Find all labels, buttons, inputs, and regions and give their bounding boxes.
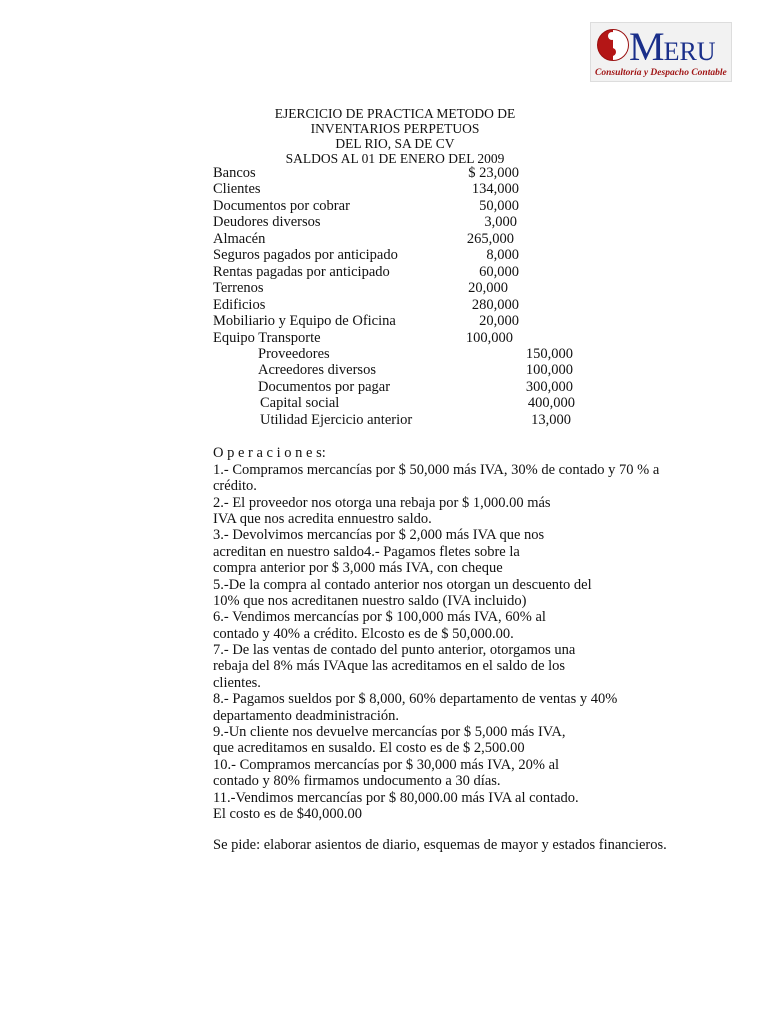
operation-line: 10.- Compramos mercancías por $ 30,000 más IVA, 20% al	[213, 757, 560, 773]
operation-line: 5.-De la compra al contado anterior nos otorgan un descuento del	[213, 577, 592, 593]
liability-amount: 100,000	[525, 362, 573, 378]
operation-line: compra anterior por $ 3,000 más IVA, con cheque	[213, 560, 503, 576]
balance-amount: 60,000	[479, 264, 519, 280]
operation-line: 8.- Pagamos sueldos por $ 8,000, 60% departamento de ventas y 40%	[213, 691, 618, 707]
liability-amount: 13,000	[531, 412, 571, 428]
balance-account: Deudores diversos	[213, 214, 321, 230]
title-line: INVENTARIOS PERPETUOS	[310, 121, 480, 136]
operation-line: IVA que nos acredita ennuestro saldo.	[213, 511, 432, 527]
liability-account: Documentos por pagar	[258, 379, 391, 395]
balance-account: Terrenos	[213, 280, 264, 296]
operation-line: 10% que nos acreditanen nuestro saldo (IVA incluido)	[213, 593, 527, 609]
title-line: EJERCICIO DE PRACTICA METODO DE	[274, 106, 516, 121]
document-title	[200, 106, 590, 166]
meru-logo	[590, 22, 732, 82]
operation-line: crédito.	[213, 478, 257, 494]
balance-amount: 280,000	[471, 297, 519, 313]
operation-line: 9.-Un cliente nos devuelve mercancías por $ 5,000 más IVA,	[213, 724, 566, 740]
operation-line: que acreditamos en susaldo. El costo es de $ 2,500.00	[213, 740, 525, 756]
operation-line: 11.-Vendimos mercancías por $ 80,000.00 más IVA al contado.	[213, 790, 579, 806]
balance-amount: 100,000	[465, 330, 513, 346]
operation-line: 6.- Vendimos mercancías por $ 100,000 más IVA, 60% al	[213, 609, 546, 625]
operation-line: acreditan en nuestro saldo4.- Pagamos fletes sobre la	[213, 544, 520, 560]
liability-amount: 150,000	[525, 346, 573, 362]
balance-account: Rentas pagadas por anticipado	[213, 264, 390, 280]
requirement-text: Se pide: elaborar asientos de diario, esquemas de mayor y estados financieros.	[213, 837, 667, 853]
balance-amount: 134,000	[471, 181, 519, 197]
balance-account: Equipo Transporte	[213, 330, 321, 346]
operation-line: contado y 40% a crédito. Elcosto es de $ 50,000.00.	[213, 626, 514, 642]
balance-amount: 8,000	[486, 247, 519, 263]
balance-amount: 3,000	[484, 214, 517, 230]
balance-account: Documentos por cobrar	[213, 198, 350, 214]
liability-account: Utilidad Ejercicio anterior	[260, 412, 413, 428]
logo-brand: MERU	[629, 24, 716, 69]
liability-amount: 400,000	[527, 395, 575, 411]
liability-amount: 300,000	[525, 379, 573, 395]
title-line: SALDOS AL 01 DE ENERO DEL 2009	[285, 151, 505, 166]
liability-account: Capital social	[260, 395, 340, 411]
operation-line: 7.- De las ventas de contado del punto anterior, otorgamos una	[213, 642, 576, 658]
balance-amount: 20,000	[468, 280, 508, 296]
balance-account: Seguros pagados por anticipado	[213, 247, 398, 263]
balance-account: Edificios	[213, 297, 266, 313]
operation-line: El costo es de $40,000.00	[213, 806, 363, 822]
operation-line: rebaja del 8% más IVAque las acreditamos en el saldo de los	[213, 658, 566, 674]
balance-amount: 50,000	[479, 198, 519, 214]
operation-line: clientes.	[213, 675, 261, 691]
balance-amount: 20,000	[479, 313, 519, 329]
balance-account: Mobiliario y Equipo de Oficina	[213, 313, 396, 329]
title-line: DEL RIO, SA DE CV	[335, 136, 455, 151]
balance-account: Clientes	[213, 181, 261, 197]
balance-account: Almacén	[213, 231, 266, 247]
operation-line: 2.- El proveedor nos otorga una rebaja por $ 1,000.00 más	[213, 495, 551, 511]
liability-account: Proveedores	[258, 346, 330, 362]
logo-tagline: Consultoría y Despacho Contable	[595, 68, 727, 78]
operation-line: departamento deadministración.	[213, 708, 400, 724]
balance-account: Bancos	[213, 165, 256, 181]
operation-line: contado y 80% firmamos undocumento a 30 días.	[213, 773, 501, 789]
liability-account: Acreedores diversos	[258, 362, 376, 378]
balance-amount: $ 23,000	[468, 165, 519, 181]
operation-line: 1.- Compramos mercancías por $ 50,000 más IVA, 30% de contado y 70 % a	[213, 462, 660, 478]
operation-line: 3.- Devolvimos mercancías por $ 2,000 más IVA que nos	[213, 527, 545, 543]
operations-heading: O p e r a c i o n e s:	[213, 445, 326, 461]
balance-amount: 265,000	[466, 231, 514, 247]
yin-yang-icon	[597, 29, 629, 61]
